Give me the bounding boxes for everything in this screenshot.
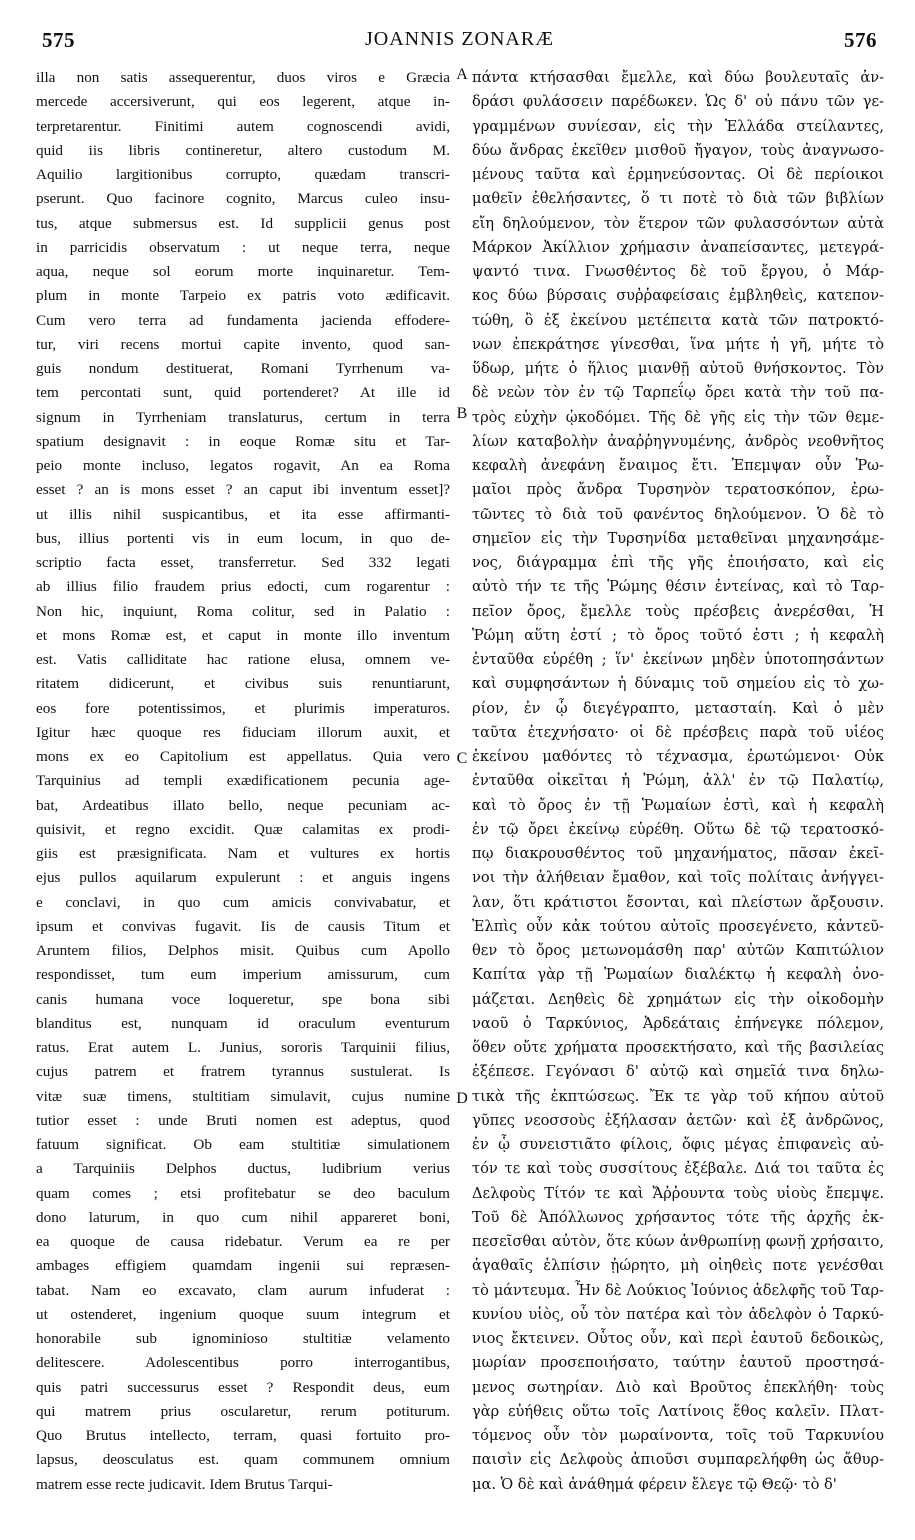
greek-text-line: λαν, ὅτι κράτιστοι ἔσονται, καὶ πλείστων ἄρξουσιν. [472,893,884,911]
latin-text-line: canis humana voce loqueretur, spe bona sibi [36,990,450,1008]
greek-text-line: νος, διάγραμμα ἐπὶ τῆς γῆς ἐποιήσατο, καὶ εἰς [472,554,884,571]
greek-text-line: καὶ τὸ ὄρος ἐν τῇ Ῥωμαίων ἐστὶ, καὶ ἡ κεφαλὴ [472,796,884,814]
greek-text-line: πῳ διακρουσθέντος τοῦ μηχανήματος, πᾶσαν ἐκεῖ- [472,845,884,862]
greek-text-line: παισὶν εἰς Δελφοὺς ἀπιοῦσι συμπαρελήφθη ὡς ἄθυρ- [472,1451,884,1469]
greek-text-line: δὲ νεὼν τὸν ἐν τῷ Ταρπεΐῳ ὄρει κατὰ τὴν τοῦ πα- [472,384,884,402]
greek-text-line: ἐνταῦθα οἰκεῖται ἡ Ῥώμη, ἀλλ' ἐν τῷ Παλατίῳ, [472,772,884,790]
greek-text-line: ψαντό τινα. Γνωσθέντος δὲ τοῦ ἔργου, ὁ Μάρ- [472,263,884,280]
greek-text-line: Καπίτα γὰρ τῇ Ῥωμαίων διαλέκτῳ ἡ κεφαλὴ ὀνο- [472,966,884,984]
greek-text-line: πάντα κτήσασθαι ἔμελλε, καὶ δύω βουλευταῖς ἀν- [472,69,884,86]
greek-column [472,66,884,1497]
greek-text-line: γῦπες νεοσσοὺς ἐξήλασαν ἀετῶν· καὶ ἐξ ἀνδρῶνος, [472,1111,884,1129]
greek-text-line: ἐξέπεσε. Γεγόνασι δ' αὐτῷ καὶ σημεῖά τινα δηλω- [472,1063,884,1081]
latin-text-line: esset ? an is mons esset ? an caput ibi inventum esset]? [36,481,450,499]
latin-text-line: mons ex eo Capitolium est appellatus. Quia vero [36,748,450,765]
latin-text-line: spatium designavit : in eoque Romæ situ et Tar- [36,432,450,450]
greek-text-line: καὶ συμφησάντων ἡ δύναμις τοῦ σημείου εἰς τὸ χω- [472,675,884,693]
greek-text-line: νων ἐπεκράτησε γίνεσθαι, ἵνα μήτε ἡ γῆ, μήτε τὸ [472,335,884,353]
latin-text-line: ut illis nihil suspicantibus, et ita esse affirmanti- [36,505,450,523]
latin-text-line: scriptio facta esset, transferretur. Sed 332 legati [36,554,450,571]
latin-text-line: lapsus, deosculatus est. quam communem omnium [36,1451,450,1469]
greek-text-line: ἐν ᾧ συνειστιᾶτο φίλοις, ὄφις μέγας ἐπιφανεὶς αὐ- [472,1136,884,1153]
greek-text-line: κεφαλὴ ἀνεφάνη ἔναιμος ἔτι. Ἐπεμψαν οὖν Ῥω- [472,457,884,474]
latin-text-line: peio monte incluso, legatos rogavit, An ea Roma [36,457,450,474]
latin-text-line: Quo Brutus intellecto, terram, quasi fortuito pro- [36,1427,450,1444]
latin-text-line: in parricidis observatum : ut neque terra, neque [36,238,450,256]
latin-text-line: Non hic, inquiunt, Roma colitur, sed in Palatio : [36,602,450,620]
greek-text-line: τόν τε καὶ τοὺς συσσίτους ἐξέβαλε. Διά τοι ταῦτα ἐς [472,1160,884,1178]
section-marker-a: A [456,66,468,83]
latin-text-line: honorabile sub ignominioso stultitiæ velamento [36,1330,450,1347]
greek-text-line: Τοῦ δὲ Ἀπόλλωνος χρήσαντος τότε τῆς ἀρχῆς ἐκ- [472,1208,884,1226]
greek-text-line: τικὰ τῆς ἐκπτώσεως. Ἔκ τε γὰρ τοῦ κήπου αὐτοῦ [472,1087,884,1105]
greek-text-line: μαῖοι πρὸς ἄνδρα Τυρσηνὸν τερατοσκόπον, ἐρω- [472,481,884,499]
greek-text-line: γὰρ εὐήθεις οὕτω τοῖς Λατίνοις ἔθος καλεῖν. Πλατ- [472,1402,884,1420]
greek-text-line: μαθεῖν ἐθελήσαντες, ὅ τι ποτὲ τὸ διὰ τῶν βιβλίων [472,190,884,208]
greek-text-line: τόμενος οὖν τὸν μωραίνοντα, τοῖς τοῦ Ταρκυνίου [472,1427,884,1444]
greek-text-line: νοι τὴν ἀλήθειαν ἔμαθον, καὶ τοῖς πολίταις ἀνήγγει- [472,869,884,887]
latin-text-line: Aruntem filios, Delphos misit. Quibus cum Apollo [36,942,450,959]
latin-text-line: et mons Romæ est, et caput in monte illo inventum [36,626,450,644]
latin-text-line: a Tarquiniis Delphos ductus, ludibrium verius [36,1160,450,1178]
greek-text-line: ὕδωρ, μήτε ὁ ἥλιος μιανθῇ αὐτοῦ θνήσκοντος. Τὸν [472,360,884,377]
latin-text-line: guis nondum destituerat, Romani Tyrrhenum va- [36,360,450,377]
greek-text-line: Ῥώμη αὕτη ἐστί ; τὸ ὄρος τοῦτό ἐστι ; ἡ κεφαλὴ [472,626,884,644]
greek-text-line: αὐτὸ τήν τε τῆς Ῥώμης θέσιν ἐντείνας, καὶ τὸ Ταρ- [472,578,884,596]
greek-text-line: μάζεται. Δεηθεὶς δὲ χρημάτων εἰς τὴν οἰκοδομὴν [472,990,884,1008]
greek-text-line: δράσι φυλάσσειν παρέδωκεν. Ὡς δ' οὐ πάνυ τῶν γε- [472,93,884,111]
latin-text-line: cujus patrem et fratrem tyrannus sustulerat. Is [36,1063,450,1081]
greek-text-line: θεν τὸ ὄρος μετωνομάσθη παρ' αὐτῶν Καπιτώλιον [472,942,884,959]
greek-text-line: τῶντες τὸ διὰ τοῦ φανέντος δηλούμενον. Ὁ δὲ τὸ [472,505,884,523]
greek-text-line: ἐκείνου μαθόντες τὸ τέχνασμα, ἐρωτώμενοι· Οὐκ [472,748,884,765]
greek-text-line: νιος ἔκτεινεν. Οὗτος οὖν, καὶ περὶ ἑαυτοῦ δεδοικὼς, [472,1330,884,1347]
latin-text-line: ejus pullos aquilarum expulerunt : et anguis ingens [36,869,450,887]
latin-text-line: dono laturum, in quo cum nihil appareret boni, [36,1208,450,1226]
latin-text-line: tur, viri recens mortui capite invento, quod san- [36,335,450,353]
latin-text-line: eos fore potentissimos, et plurimis imperaturos. [36,699,450,717]
greek-text-line: Ἐλπὶς οὖν κἀκ τούτου αὐτοῖς προσεγένετο, κἀντεῦ- [472,917,884,935]
greek-text-line: μενος σωτηρίαν. Διὸ καὶ Βροῦτος ἐπεκλήθη· τοὺς [472,1378,884,1396]
latin-text-line: e conclavi, in quo cum amicis convivabatur, et [36,893,450,911]
latin-text-line: quis patri successurus esset ? Respondit deus, eum [36,1378,450,1396]
latin-text-line: matrem esse recte judicavit. Idem Brutus Tarqui- [36,1475,333,1493]
greek-text-line: Δελφοὺς Τίτόν τε καὶ Ἄῤῥουντα τοὺς υἱοὺς ἔπεμψε. [472,1184,884,1202]
latin-text-line: quam comes ; etsi profitebatur se deo baculum [36,1184,450,1202]
greek-text-line: σημεῖον εἰς τὴν Τυρσηνίδα μεταθεῖναι μηχανησάμε- [472,529,884,547]
section-marker-c: C [456,750,468,767]
latin-text-line: ratus. Erat autem L. Junius, sororis Tarquinii filius, [36,1039,450,1056]
greek-text-line: πεῖον ὄρος, ἔμελλε τοὺς πρέσβεις ἀνερέσθαι, Ἡ [472,602,884,620]
greek-text-line: τώθη, ὃ ἐξ ἐκείνου μετέπειτα κατὰ τῶν πατροκτό- [472,311,884,329]
greek-text-line: μα. Ὁ δὲ καὶ ἀνάθημά φέρειν ἔλεγε τῷ Θεῷ· τὸ δ' [472,1475,837,1493]
latin-text-line: tutior esset : unde Bruti nomen est adeptus, quod [36,1111,450,1129]
greek-text-line: εἴη δηλούμενον, τὸν ἕτερον τῶν φυλασσόντων αὐτὰ [472,214,884,232]
latin-text-line: tem percontati sunt, quid portenderet? At ille id [36,384,450,402]
greek-text-line: ὅθεν οὔτε χρήματα προσεκτήσατο, καὶ τῆς βασιλείας [472,1039,884,1056]
greek-text-line: ἐνταῦθα εὑρέθη ; ἵν' ἐκείνων μηδὲν ὑποτοπησάντων [472,651,884,668]
greek-text-line: τρὸς εὐχὴν ᾠκοδόμει. Τῆς δὲ γῆς εἰς τὴν τῶν θεμε- [472,408,884,426]
latin-text-line: ab illius filio fraudem prius edocti, cum rogarentur : [36,578,450,596]
latin-text-line: Igitur hæc quoque res fiduciam illorum auxit, et [36,723,450,741]
latin-text-line: blanditus est, nunquam id oraculum eventurum [36,1014,450,1032]
latin-text-line: respondisset, tum eum imperium amissurum, cum [36,966,450,984]
latin-text-line: plum in monte Tarpeio ex patris voto ædificavit. [36,287,450,305]
greek-text-line: γραμμένων συνίεσαν, εἰς τὴν Ἑλλάδα στείλαντες, [472,117,884,135]
latin-text-line: delitescere. Adolescentibus porro interrogantibus, [36,1354,450,1372]
greek-text-line: ἀγαθαῖς ἐλπίσιν ᾑώρητο, μὴ οἰηθεὶς ποτε γενέσθαι [472,1257,884,1275]
latin-text-line: Aquilio largitionibus corrupto, quædam transcri- [36,166,450,183]
latin-text-line: mercede accersiverunt, qui eos legerent, atque in- [36,93,450,111]
page-number-left: 575 [42,28,75,52]
running-title: JOANNIS ZONARÆ [364,28,554,50]
greek-text-line: κυνίου υἱὸς, οὗ τὸν πατέρα καὶ τὸν ἀδελφὸν ὁ Ταρκύ- [472,1305,884,1323]
latin-text-line: tus, atque submersus est. Id supplicii genus post [36,214,450,232]
latin-text-line: terpretarentur. Finitimi autem cognoscendi avidi, [36,117,450,135]
greek-text-line: ναοῦ ὁ Ταρκύνιος, Ἀρδεάταις ἐπήνεγκε πόλεμον, [472,1014,884,1032]
greek-text-line: λίων καταβολὴν ἀναῤῥηγνυμένης, ἀνδρὸς νεοθνῆτος [472,432,884,450]
latin-text-line: bat, Ardeatibus illato bello, neque pecuniam ac- [36,796,450,814]
section-marker-b: B [456,405,468,422]
greek-text-line: μωρίαν προσεποιήσατο, ταύτην ἑαυτοῦ προστησά- [472,1354,884,1372]
latin-text-line: tabat. Nam eo excavato, clam aurum infuderat : [36,1281,450,1299]
latin-text-line: est. Vatis calliditate hac ratione elusa, omnem ve- [36,651,450,668]
greek-text-line: πεσεῖσθαι αὐτὸν, ὅτε κύων ἀνθρωπίνῃ φωνῇ χρήσαιτο, [472,1233,884,1250]
latin-text-line: vitæ suæ timens, stultitiam simulavit, cujus numine [36,1087,450,1105]
latin-text-line: illa non satis assequerentur, duos viros e Græcia [36,69,450,86]
latin-text-line: ut ostenderet, ingenium quoque suum integrum et [36,1305,450,1323]
page-number-right: 576 [844,28,877,52]
greek-text-line: ἐν τῷ ὄρει ἐκείνῳ εὑρέθη. Οὕτω δὲ τῷ τερατοσκό- [472,820,884,838]
latin-text-line: ritatem didicerunt, et civibus suis renuntiarunt, [36,675,450,693]
latin-text-line: ambages effigiem quamdam ingenii sui repræsen- [36,1257,450,1275]
latin-text-line: giis est præsignificata. Nam et vultures ex hortis [36,845,450,862]
latin-text-line: signum in Tyrrheniam translaturus, certum in terra [36,408,450,426]
greek-text-line: μένους ταῦτα καὶ ἑρμηνεύσοντας. Οἱ δὲ περίοικοι [472,166,884,183]
latin-text-line: Tarquinius ad templi exædificationem pecunia age- [36,772,450,790]
latin-text-line: ipsum et convivas fugavit. Iis de causis Titum et [36,917,450,935]
page-header [42,28,877,58]
greek-text-line: δύω ἄνδρας ἐκεῖθεν μισθοῦ ἤγαγον, τοὺς ἀναγνωσο- [472,141,884,159]
greek-text-line: κος δύω βύρσαις συῤῥαφείσαις ἐμβληθεὶς, κατεπον- [472,287,884,305]
greek-text-line: ταῦτα ἐτεχνήσατο· οἱ δὲ πρέσβεις παρὰ τοῦ υἱέος [472,723,884,741]
greek-text-line: τὸ μάντευμα. Ἦν δὲ Λούκιος Ἰούνιος ἀδελφῆς τοῦ Ταρ- [472,1281,884,1299]
latin-text-line: bus, illius portenti vis in eum locum, in quo de- [36,529,450,547]
latin-text-line: pserunt. Quo facinore cognito, Marcus culeo insu- [36,190,450,208]
latin-text-line: ea quoque de causa ridebatur. Verum ea re per [36,1233,450,1250]
greek-text-line: Μάρκον Ἀκίλλιον χρήμασιν ἀναπείσαντες, μετεγρά- [472,238,884,256]
section-marker-d: D [456,1090,468,1107]
latin-column [36,66,450,1497]
greek-text-line: ρίον, ἐν ᾧ διεγέγραπτο, μετασταίη. Καὶ ὁ μὲν [472,699,884,717]
latin-text-line: Cum vero terra ad fundamenta jacienda effodere- [36,311,450,329]
latin-text-line: quid iis libris contineretur, altero custodum M. [36,141,450,159]
latin-text-line: qui matrem prius oscularetur, rerum potiturum. [36,1402,450,1420]
latin-text-line: aqua, neque sol eorum morte inquinaretur. Tem- [36,263,450,280]
latin-text-line: quisivit, et regno excidit. Quæ calamitas ex prodi- [36,820,450,838]
latin-text-line: fatuum significat. Ob eam stultitiæ simulationem [36,1136,450,1153]
